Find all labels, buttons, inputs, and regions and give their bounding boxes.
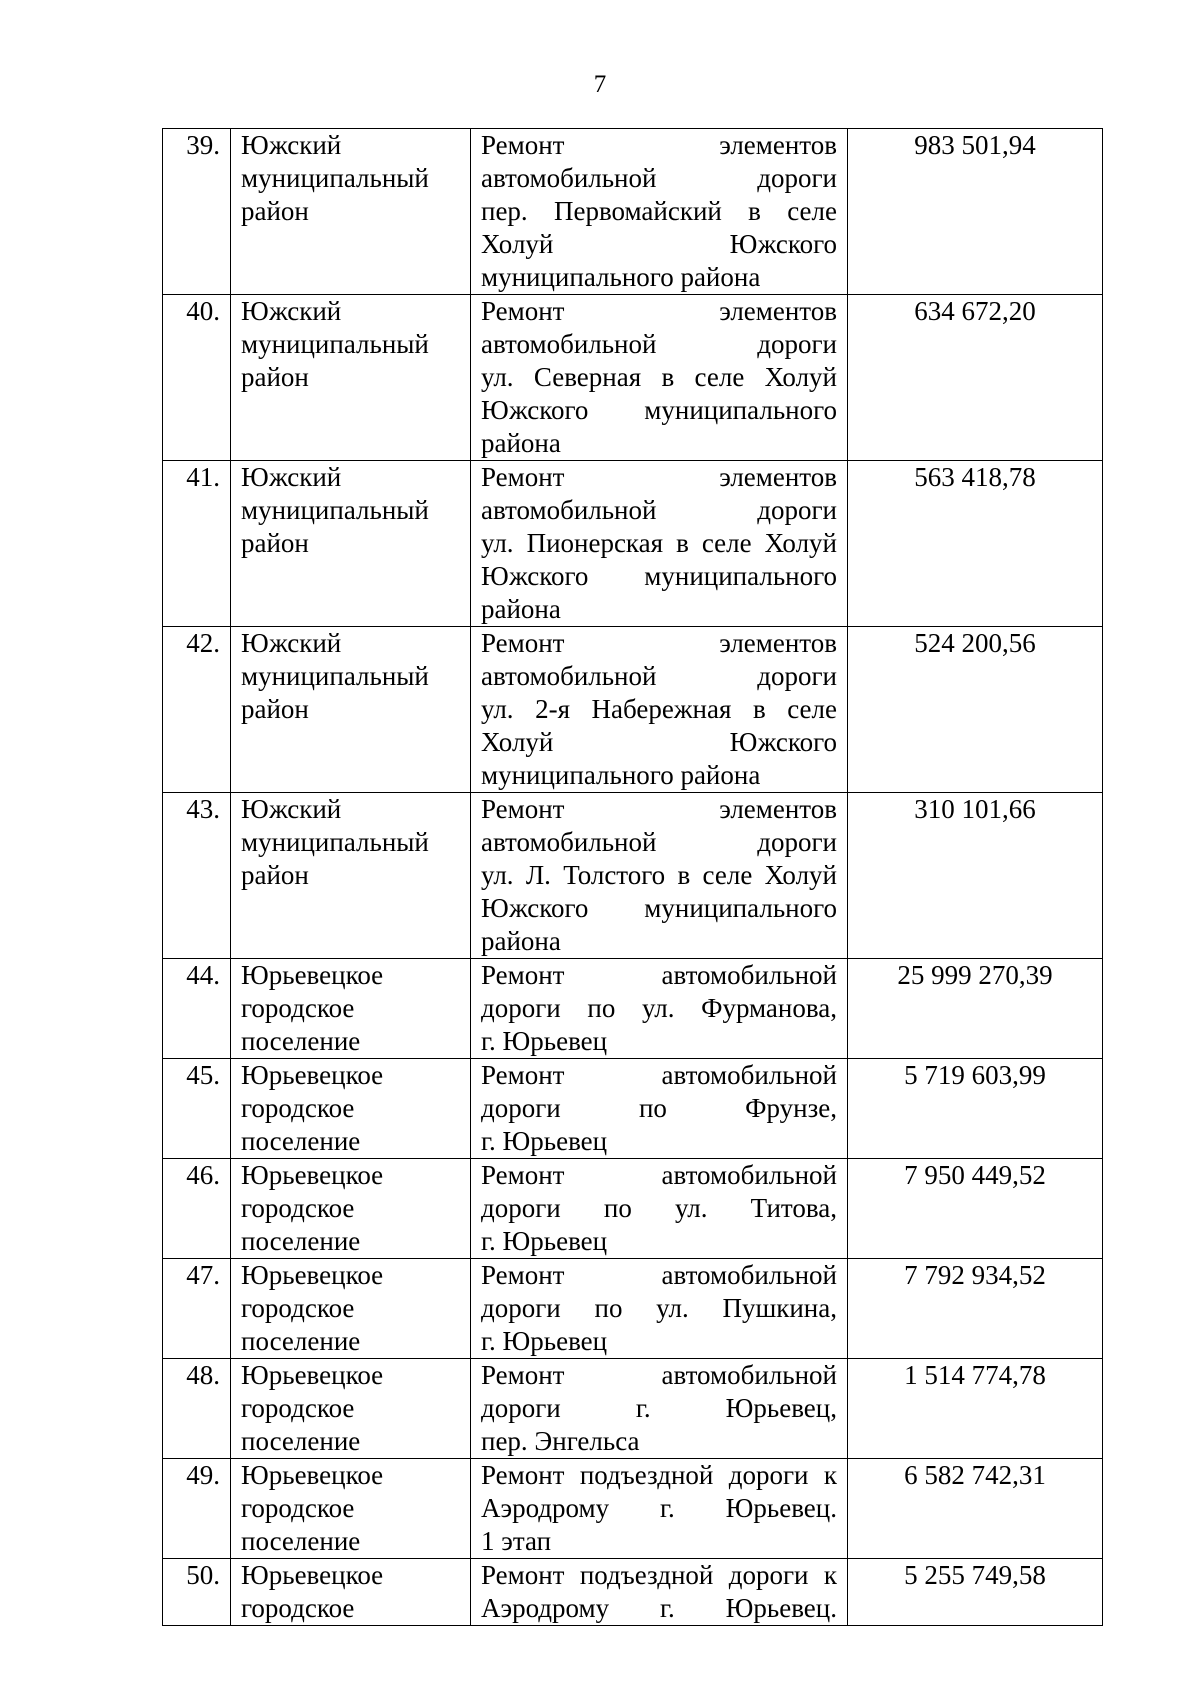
municipality-cell xyxy=(231,793,471,959)
work-description-line: Аэродрому г. Юрьевец. xyxy=(481,1593,837,1623)
municipality-line: район xyxy=(241,528,309,558)
work-description-line: Ремонт подъездной дороги к xyxy=(481,1460,837,1490)
amount-cell: 5 255 749,58 xyxy=(848,1559,1103,1626)
work-description-line: автомобильной дороги xyxy=(481,661,837,691)
work-description-line: пер. Первомайский в селе xyxy=(481,196,837,226)
work-description-line: автомобильной дороги xyxy=(481,827,837,857)
table-row xyxy=(163,1359,1103,1459)
municipality-line: поселение xyxy=(241,1326,361,1356)
amount-cell: 6 582 742,31 xyxy=(848,1459,1103,1559)
work-description-cell xyxy=(471,1359,848,1459)
municipality-line: Юрьевецкое xyxy=(241,960,384,990)
municipality-cell xyxy=(231,295,471,461)
work-description-line: Ремонт автомобильной xyxy=(481,1060,837,1090)
table-row xyxy=(163,1259,1103,1359)
work-description-line: г. Юрьевец xyxy=(481,1126,608,1156)
row-number: 49. xyxy=(163,1459,231,1559)
work-description-line: ул. Пионерская в селе Холуй xyxy=(481,528,837,558)
municipality-line: Южский xyxy=(241,296,342,326)
table-row xyxy=(163,627,1103,793)
municipality-line: муниципальный xyxy=(241,495,429,525)
work-description-line: Ремонт элементов xyxy=(481,794,837,824)
amount-cell: 7 792 934,52 xyxy=(848,1259,1103,1359)
municipality-cell xyxy=(231,1559,471,1626)
municipality-cell xyxy=(231,627,471,793)
amount-cell: 563 418,78 xyxy=(848,461,1103,627)
municipality-line: Южский xyxy=(241,794,342,824)
municipality-line: муниципальный xyxy=(241,661,429,691)
work-description-line: Ремонт подъездной дороги к xyxy=(481,1560,837,1590)
row-number: 46. xyxy=(163,1159,231,1259)
table-row xyxy=(163,1159,1103,1259)
work-description-cell xyxy=(471,1259,848,1359)
municipality-line: Южский xyxy=(241,130,342,160)
row-number: 48. xyxy=(163,1359,231,1459)
table-row xyxy=(163,129,1103,295)
road-repair-table xyxy=(162,128,1103,1626)
work-description-cell xyxy=(471,1459,848,1559)
municipality-line: поселение xyxy=(241,1226,361,1256)
amount-cell: 25 999 270,39 xyxy=(848,959,1103,1059)
work-description-line: Аэродрому г. Юрьевец. xyxy=(481,1493,837,1523)
work-description-line: района xyxy=(481,428,561,458)
municipality-line: муниципальный xyxy=(241,827,429,857)
work-description-line: Ремонт автомобильной xyxy=(481,1360,837,1390)
work-description-line: ул. Северная в селе Холуй xyxy=(481,362,837,392)
table-row xyxy=(163,461,1103,627)
work-description-line: Холуй Южского xyxy=(481,727,837,757)
work-description-line: автомобильной дороги xyxy=(481,163,837,193)
amount-cell: 310 101,66 xyxy=(848,793,1103,959)
work-description-line: автомобильной дороги xyxy=(481,495,837,525)
work-description-line: муниципального района xyxy=(481,760,761,790)
work-description-line: Холуй Южского xyxy=(481,229,837,259)
municipality-cell xyxy=(231,129,471,295)
page-number: 7 xyxy=(593,71,607,98)
row-number: 45. xyxy=(163,1059,231,1159)
table-row xyxy=(163,1059,1103,1159)
work-description-line: Ремонт автомобильной xyxy=(481,1160,837,1190)
municipality-cell xyxy=(231,1459,471,1559)
work-description-line: ул. Л. Толстого в селе Холуй xyxy=(481,860,837,890)
table-row xyxy=(163,1459,1103,1559)
work-description-cell xyxy=(471,1559,848,1626)
work-description-line: дороги по ул. Фурманова, xyxy=(481,993,837,1023)
table-row xyxy=(163,1559,1103,1626)
row-number: 43. xyxy=(163,793,231,959)
work-description-line: Ремонт элементов xyxy=(481,628,837,658)
amount-cell: 5 719 603,99 xyxy=(848,1059,1103,1159)
amount-cell: 524 200,56 xyxy=(848,627,1103,793)
work-description-line: района xyxy=(481,926,561,956)
municipality-cell xyxy=(231,1359,471,1459)
work-description-line: Южского муниципального xyxy=(481,561,837,591)
work-description-cell xyxy=(471,295,848,461)
municipality-line: поселение xyxy=(241,1526,361,1556)
municipality-line: Южский xyxy=(241,628,342,658)
municipality-line: Юрьевецкое xyxy=(241,1560,384,1590)
amount-cell: 983 501,94 xyxy=(848,129,1103,295)
row-number: 47. xyxy=(163,1259,231,1359)
table-row xyxy=(163,295,1103,461)
amount-cell: 7 950 449,52 xyxy=(848,1159,1103,1259)
work-description-line: г. Юрьевец xyxy=(481,1026,608,1056)
work-description-cell xyxy=(471,1159,848,1259)
municipality-line: муниципальный xyxy=(241,163,429,193)
municipality-line: Юрьевецкое xyxy=(241,1260,384,1290)
municipality-line: поселение xyxy=(241,1026,361,1056)
municipality-line: городское xyxy=(241,1293,355,1323)
municipality-cell xyxy=(231,1059,471,1159)
municipality-line: Юрьевецкое xyxy=(241,1360,384,1390)
work-description-line: ул. 2-я Набережная в селе xyxy=(481,694,837,724)
municipality-line: городское xyxy=(241,1593,355,1623)
work-description-line: пер. Энгельса xyxy=(481,1426,640,1456)
row-number: 44. xyxy=(163,959,231,1059)
municipality-line: городское xyxy=(241,1093,355,1123)
work-description-line: Ремонт автомобильной xyxy=(481,1260,837,1290)
work-description-line: автомобильной дороги xyxy=(481,329,837,359)
work-description-line: Ремонт элементов xyxy=(481,296,837,326)
work-description-line: Ремонт элементов xyxy=(481,130,837,160)
work-description-line: дороги г. Юрьевец, xyxy=(481,1393,837,1423)
municipality-line: район xyxy=(241,362,309,392)
table-row xyxy=(163,793,1103,959)
work-description-line: дороги по ул. Титова, xyxy=(481,1193,837,1223)
work-description-line: муниципального района xyxy=(481,262,761,292)
row-number: 42. xyxy=(163,627,231,793)
municipality-cell xyxy=(231,959,471,1059)
municipality-line: район xyxy=(241,860,309,890)
work-description-cell xyxy=(471,959,848,1059)
work-description-line: 1 этап xyxy=(481,1526,552,1556)
municipality-cell xyxy=(231,1159,471,1259)
municipality-line: Юрьевецкое xyxy=(241,1060,384,1090)
work-description-line: Южского муниципального xyxy=(481,395,837,425)
municipality-line: Юрьевецкое xyxy=(241,1460,384,1490)
municipality-line: городское xyxy=(241,1193,355,1223)
work-description-cell xyxy=(471,1059,848,1159)
work-description-line: г. Юрьевец xyxy=(481,1326,608,1356)
work-description-line: Ремонт элементов xyxy=(481,462,837,492)
municipality-line: городское xyxy=(241,993,355,1023)
municipality-cell xyxy=(231,1259,471,1359)
row-number: 41. xyxy=(163,461,231,627)
work-description-cell xyxy=(471,627,848,793)
municipality-line: городское xyxy=(241,1493,355,1523)
work-description-cell xyxy=(471,129,848,295)
municipality-line: Южский xyxy=(241,462,342,492)
row-number: 39. xyxy=(163,129,231,295)
amount-cell: 1 514 774,78 xyxy=(848,1359,1103,1459)
work-description-line: дороги по ул. Пушкина, xyxy=(481,1293,837,1323)
table-body xyxy=(163,129,1103,1626)
amount-cell: 634 672,20 xyxy=(848,295,1103,461)
municipality-line: городское xyxy=(241,1393,355,1423)
table-row xyxy=(163,959,1103,1059)
work-description-line: Ремонт автомобильной xyxy=(481,960,837,990)
municipality-line: район xyxy=(241,694,309,724)
work-description-line: дороги по Фрунзе, xyxy=(481,1093,837,1123)
row-number: 40. xyxy=(163,295,231,461)
municipality-cell xyxy=(231,461,471,627)
row-number: 50. xyxy=(163,1559,231,1626)
municipality-line: Юрьевецкое xyxy=(241,1160,384,1190)
work-description-line: г. Юрьевец xyxy=(481,1226,608,1256)
municipality-line: поселение xyxy=(241,1426,361,1456)
municipality-line: район xyxy=(241,196,309,226)
work-description-cell xyxy=(471,461,848,627)
work-description-cell xyxy=(471,793,848,959)
municipality-line: поселение xyxy=(241,1126,361,1156)
work-description-line: района xyxy=(481,594,561,624)
work-description-line: Южского муниципального xyxy=(481,893,837,923)
municipality-line: муниципальный xyxy=(241,329,429,359)
